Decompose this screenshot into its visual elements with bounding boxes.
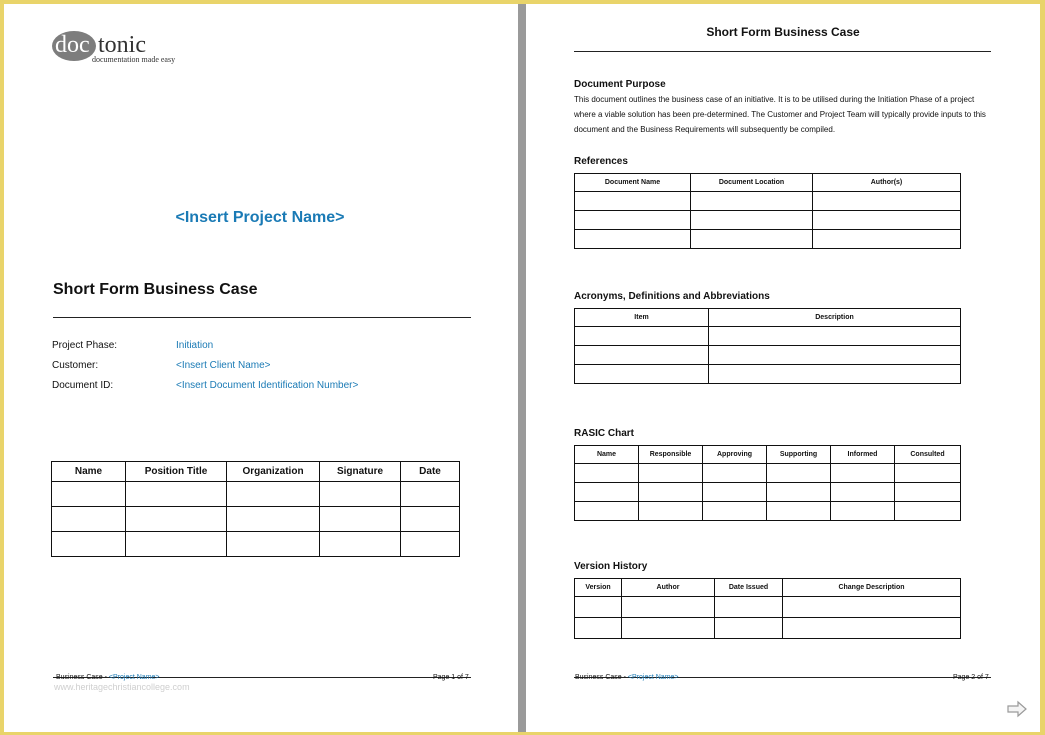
references-table [574, 173, 961, 249]
table-cell[interactable] [691, 230, 813, 249]
table-row [52, 507, 460, 532]
customer-value[interactable]: <Insert Client Name> [176, 360, 271, 371]
table-row [575, 211, 961, 230]
table-cell[interactable] [709, 365, 961, 384]
table-cell[interactable] [575, 192, 691, 211]
table-cell[interactable] [126, 532, 227, 557]
table-row [575, 483, 961, 502]
table-row [575, 464, 961, 483]
project-phase-value[interactable]: Initiation [176, 340, 214, 351]
logo-tagline: documentation made easy [92, 55, 176, 64]
table-cell[interactable] [575, 346, 709, 365]
table-row [575, 346, 961, 365]
table-cell[interactable] [767, 502, 831, 521]
table-cell[interactable] [831, 502, 895, 521]
table-cell[interactable] [52, 507, 126, 532]
logo-doc-text: doc [55, 32, 90, 58]
footer-doc-label: Business Case - [56, 674, 109, 681]
table-cell[interactable] [401, 532, 460, 557]
table-cell[interactable] [639, 483, 703, 502]
table-header-row [575, 446, 961, 464]
signature-table [51, 461, 460, 557]
table-cell[interactable] [895, 483, 961, 502]
table-cell[interactable] [126, 482, 227, 507]
col-organization: Organization [227, 462, 320, 482]
table-cell[interactable] [575, 502, 639, 521]
table-cell[interactable] [831, 464, 895, 483]
table-cell[interactable] [813, 192, 961, 211]
table-cell[interactable] [320, 532, 401, 557]
table-cell[interactable] [783, 618, 961, 639]
page1-document-title: Short Form Business Case [53, 281, 258, 298]
table-cell[interactable] [575, 230, 691, 249]
col-authors: Author(s) [813, 174, 961, 192]
table-cell[interactable] [227, 532, 320, 557]
table-cell[interactable] [575, 365, 709, 384]
table-cell[interactable] [715, 597, 783, 618]
table-cell[interactable] [767, 483, 831, 502]
table-cell[interactable] [575, 618, 622, 639]
table-row [575, 192, 961, 211]
table-cell[interactable] [703, 483, 767, 502]
table-cell[interactable] [575, 597, 622, 618]
table-cell[interactable] [575, 464, 639, 483]
col-document-name: Document Name [575, 174, 691, 192]
table-cell[interactable] [622, 618, 715, 639]
rasic-heading: RASIC Chart [574, 428, 635, 439]
col-name: Name [575, 446, 639, 464]
table-cell[interactable] [52, 482, 126, 507]
page-gutter [518, 4, 526, 732]
document-id-value[interactable]: <Insert Document Identification Number> [176, 380, 359, 391]
logo-tonic-text: tonic [98, 32, 146, 58]
acronyms-table [574, 308, 961, 384]
col-name: Name [52, 462, 126, 482]
table-cell[interactable] [52, 532, 126, 557]
table-row [575, 618, 961, 639]
table-row [575, 365, 961, 384]
col-version: Version [575, 579, 622, 597]
table-row [52, 482, 460, 507]
col-consulted: Consulted [895, 446, 961, 464]
table-cell[interactable] [691, 192, 813, 211]
table-cell[interactable] [575, 211, 691, 230]
page1-footer-page-number: Page 1 of 7 [433, 674, 469, 681]
col-approving: Approving [703, 446, 767, 464]
acronyms-heading: Acronyms, Definitions and Abbreviations [574, 291, 770, 302]
table-row [52, 532, 460, 557]
col-supporting: Supporting [767, 446, 831, 464]
table-header-row [575, 174, 961, 192]
table-cell[interactable] [639, 502, 703, 521]
page2-title-rule [574, 51, 991, 52]
project-phase-label: Project Phase: [52, 340, 118, 351]
table-cell[interactable] [227, 482, 320, 507]
table-cell[interactable] [575, 483, 639, 502]
footer-project-name: <Project Name> [627, 674, 679, 681]
col-document-location: Document Location [691, 174, 813, 192]
version-history-table [574, 578, 961, 639]
table-cell[interactable] [709, 327, 961, 346]
doctonic-logo [52, 31, 192, 71]
table-row [575, 597, 961, 618]
col-date-issued: Date Issued [715, 579, 783, 597]
table-header-row [575, 309, 961, 327]
table-cell[interactable] [783, 597, 961, 618]
col-responsible: Responsible [639, 446, 703, 464]
table-row [575, 502, 961, 521]
table-cell[interactable] [895, 502, 961, 521]
page2-footer-page-number: Page 2 of 7 [953, 674, 989, 681]
table-row [575, 327, 961, 346]
project-name-placeholder[interactable]: <Insert Project Name> [175, 209, 345, 226]
table-cell[interactable] [703, 502, 767, 521]
table-cell[interactable] [895, 464, 961, 483]
document-id-label: Document ID: [52, 380, 114, 391]
col-author: Author [622, 579, 715, 597]
col-change-description: Change Description [783, 579, 961, 597]
table-cell[interactable] [126, 507, 227, 532]
table-cell[interactable] [813, 230, 961, 249]
version-history-heading: Version History [574, 561, 648, 572]
next-page-arrow-icon[interactable] [1006, 700, 1028, 718]
customer-label: Customer: [52, 360, 99, 371]
watermark-text: www.heritagechristiancollege.com [54, 682, 190, 692]
document-purpose-text: This document outlines the business case of an initiative. It is to be utilised during the Initiation Phase of a project where a viable solution has been pre-determined. The Customer and Project Team will typically provide inputs to this document and the Business Requirements will subsequently be compiled. [574, 95, 986, 134]
table-cell[interactable] [575, 327, 709, 346]
table-cell[interactable] [401, 507, 460, 532]
table-header-row [52, 462, 460, 482]
table-cell[interactable] [320, 482, 401, 507]
rasic-table [574, 445, 961, 521]
table-cell[interactable] [320, 507, 401, 532]
table-cell[interactable] [715, 618, 783, 639]
col-position-title: Position Title [126, 462, 227, 482]
table-cell[interactable] [813, 211, 961, 230]
title-rule [53, 317, 471, 318]
col-informed: Informed [831, 446, 895, 464]
table-cell[interactable] [227, 507, 320, 532]
document-purpose-heading: Document Purpose [574, 79, 666, 90]
table-cell[interactable] [703, 464, 767, 483]
table-cell[interactable] [709, 346, 961, 365]
col-item: Item [575, 309, 709, 327]
references-heading: References [574, 156, 628, 167]
table-header-row [575, 579, 961, 597]
footer-doc-label: Business Case - [575, 674, 628, 681]
page1-footer-left [56, 674, 160, 681]
col-date: Date [401, 462, 460, 482]
table-cell[interactable] [639, 464, 703, 483]
table-row [575, 230, 961, 249]
col-signature: Signature [320, 462, 401, 482]
table-cell[interactable] [767, 464, 831, 483]
page2-document-title: Short Form Business Case [706, 25, 860, 39]
table-cell[interactable] [691, 211, 813, 230]
table-cell[interactable] [622, 597, 715, 618]
footer-project-name: <Project Name> [108, 674, 160, 681]
table-cell[interactable] [831, 483, 895, 502]
page2-footer-left [575, 674, 679, 681]
col-description: Description [709, 309, 961, 327]
table-cell[interactable] [401, 482, 460, 507]
